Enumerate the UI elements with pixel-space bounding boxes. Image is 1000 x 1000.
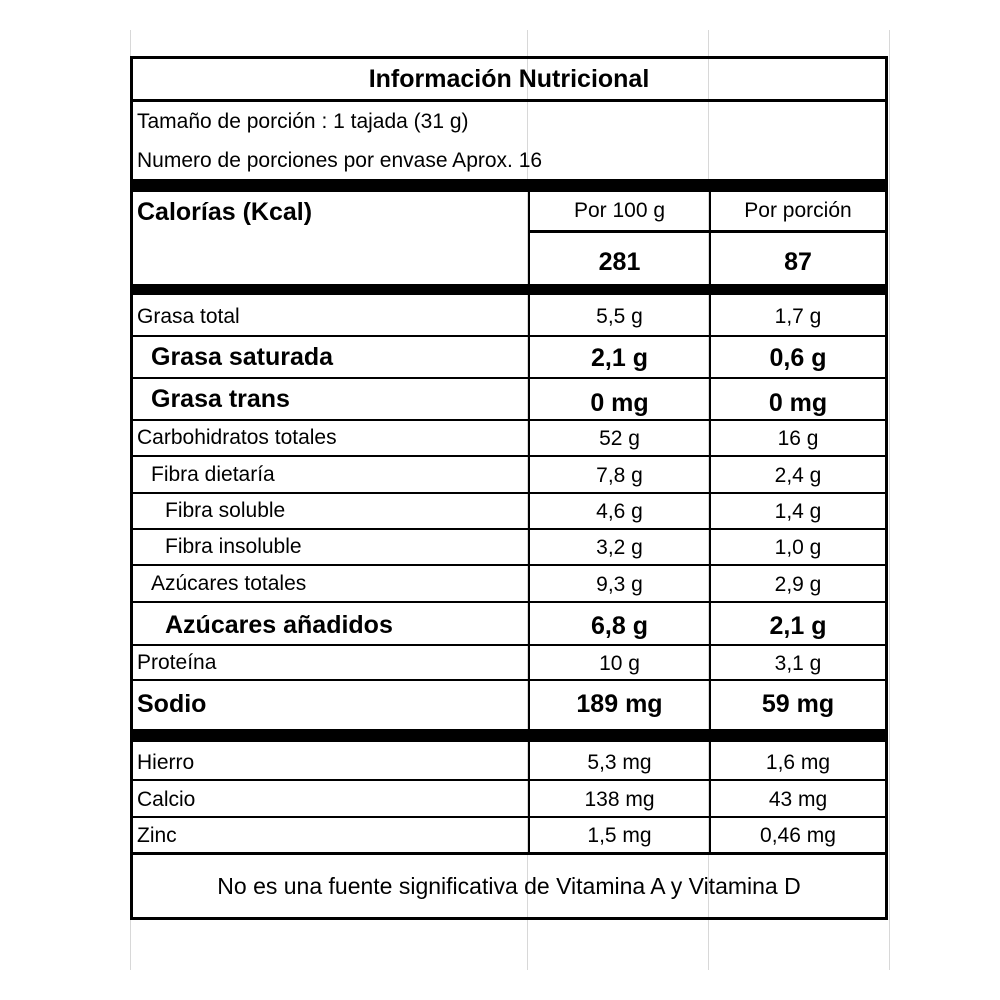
nutrient-row-grasa-saturada [133, 337, 885, 379]
label-title: Información Nutricional [368, 65, 650, 93]
nutrient-per-100g: 189 mg [528, 681, 709, 729]
nutrient-row-fibra-insoluble [133, 530, 885, 566]
nutrient-per-serving: 59 mg [709, 681, 885, 729]
nutrient-row-azucares-anadidos [133, 603, 885, 646]
nutrient-name: Carbohidratos totales [137, 426, 337, 449]
calories-row [133, 192, 885, 284]
serving-size: Tamaño de porción : 1 tajada (31 g) [137, 110, 469, 133]
nutrient-name: Proteína [137, 651, 217, 674]
footnote-row [133, 855, 885, 917]
nutrient-per-serving: 2,1 g [709, 603, 885, 644]
mineral-per-serving: 43 mg [709, 781, 885, 816]
nutrient-row-sodio [133, 681, 885, 729]
nutrient-name: Azúcares totales [151, 572, 307, 595]
nutrient-per-serving: 2,9 g [709, 566, 885, 601]
nutrient-name: Azúcares añadidos [165, 611, 393, 639]
nutrient-row-proteina [133, 646, 885, 681]
mineral-row-zinc [133, 818, 885, 855]
servings-per-container: Numero de porciones por envase Aprox. 16 [137, 149, 543, 172]
serving-size-row [133, 103, 885, 141]
thick-divider [133, 284, 885, 295]
footnote: No es una fuente significativa de Vitamina A y Vitamina D [217, 873, 801, 899]
nutrient-name: Fibra insoluble [165, 535, 302, 558]
nutrient-per-serving: 16 g [709, 421, 885, 455]
nutrient-per-100g: 7,8 g [528, 457, 709, 492]
nutrient-per-serving: 1,4 g [709, 494, 885, 528]
mineral-per-serving: 0,46 mg [709, 818, 885, 852]
mineral-per-100g: 1,5 mg [528, 818, 709, 852]
mineral-per-serving: 1,6 mg [709, 742, 885, 779]
nutrient-row-carbohidratos [133, 421, 885, 457]
nutrient-per-serving: 3,1 g [709, 646, 885, 679]
nutrient-per-100g: 0 mg [528, 379, 709, 419]
nutrient-name: Fibra soluble [165, 499, 286, 522]
nutrient-per-100g: 10 g [528, 646, 709, 679]
nutrient-name: Sodio [137, 690, 207, 718]
nutrient-per-100g: 9,3 g [528, 566, 709, 601]
mineral-name: Zinc [137, 824, 177, 847]
gridline [889, 30, 890, 970]
title-row [133, 59, 885, 99]
nutrient-name: Grasa total [137, 305, 240, 328]
nutrient-per-serving: 0 mg [709, 379, 885, 419]
nutrient-per-100g: 3,2 g [528, 530, 709, 564]
nutrient-row-fibra-dietaria [133, 457, 885, 494]
nutrient-per-100g: 2,1 g [528, 337, 709, 377]
nutrient-per-100g: 6,8 g [528, 603, 709, 644]
calories-per-serving: 87 [784, 248, 812, 276]
nutrient-per-100g: 5,5 g [528, 295, 709, 335]
nutrient-name: Grasa saturada [151, 343, 334, 371]
nutrient-per-serving: 2,4 g [709, 457, 885, 492]
nutrient-row-fibra-soluble [133, 494, 885, 530]
thick-divider [133, 729, 885, 742]
nutrient-per-100g: 52 g [528, 421, 709, 455]
per-serving-header: Por porción [711, 192, 885, 233]
nutrition-facts-label [130, 56, 888, 920]
nutrient-row-azucares-totales [133, 566, 885, 603]
servings-per-container-row [133, 142, 885, 179]
mineral-name: Calcio [137, 788, 196, 811]
calories-per-100g: 281 [598, 248, 641, 276]
mineral-row-hierro [133, 742, 885, 781]
nutrient-per-serving: 1,0 g [709, 530, 885, 564]
mineral-name: Hierro [137, 751, 195, 774]
per-100g-column [528, 192, 709, 284]
thick-divider [133, 179, 885, 192]
mineral-row-calcio [133, 781, 885, 818]
nutrient-name: Fibra dietaría [151, 463, 275, 486]
nutrient-per-serving: 1,7 g [709, 295, 885, 335]
nutrient-per-serving: 0,6 g [709, 337, 885, 377]
per-100g-header: Por 100 g [530, 192, 709, 233]
per-serving-column [709, 192, 885, 284]
calories-label: Calorías (Kcal) [137, 198, 313, 226]
nutrient-per-100g: 4,6 g [528, 494, 709, 528]
mineral-per-100g: 5,3 mg [528, 742, 709, 779]
mineral-per-100g: 138 mg [528, 781, 709, 816]
nutrient-row-grasa-total [133, 295, 885, 337]
nutrient-row-grasa-trans [133, 379, 885, 421]
divider [133, 99, 885, 102]
nutrient-name: Grasa trans [151, 385, 290, 413]
